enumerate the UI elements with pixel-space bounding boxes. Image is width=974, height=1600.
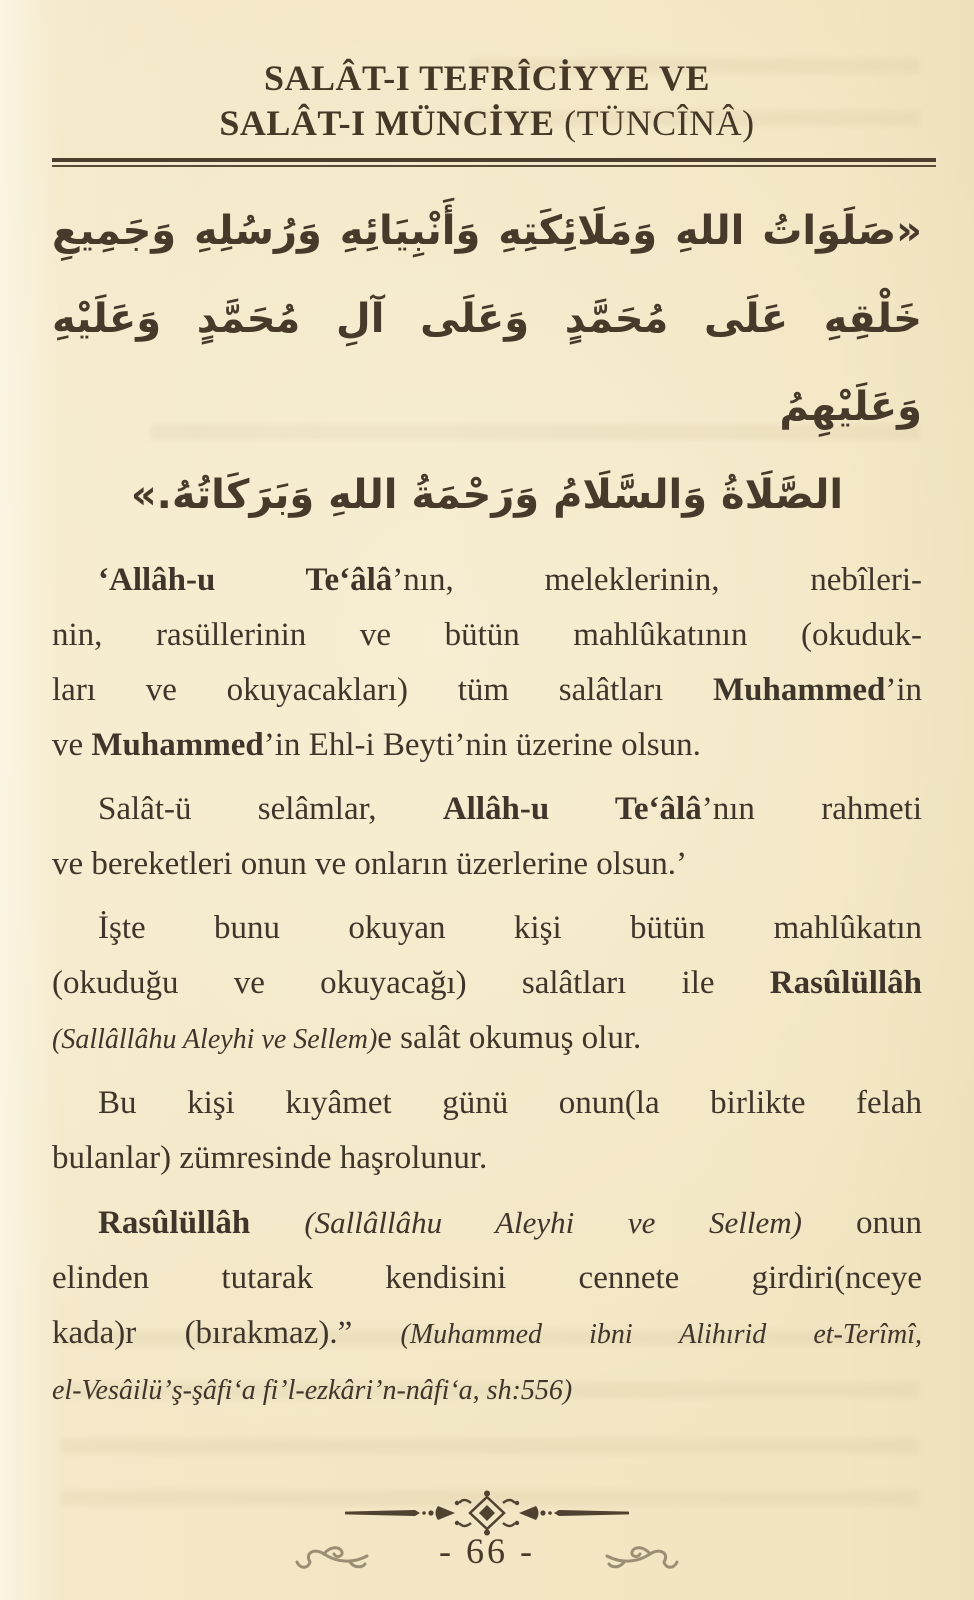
arabic-line: «صَلَوَاتُ اللهِ وَمَلَائِكَتِهِ وَأَنْبِيَائِهِ وَرُسُلِهِ وَجَمِيعِ (52, 208, 922, 254)
text-run: Rasûlüllâh (769, 965, 922, 1001)
page-footer (0, 1522, 974, 1586)
text-run: Muhammed (712, 672, 886, 708)
text-line (52, 553, 922, 608)
title-divider-rule (52, 158, 936, 167)
text-line (52, 608, 922, 663)
text-run: Muhammed (91, 727, 264, 763)
text-line (52, 1195, 922, 1251)
paragraph (52, 1076, 922, 1186)
text-run: İşte bunu okuyan kişi bütün mahlûkatın (98, 910, 922, 946)
text-run: ’nın, meleklerinin, nebîleri- (392, 562, 922, 598)
text-run: Rasûlüllâh (98, 1205, 305, 1241)
chapter-title-line-2 (52, 101, 922, 146)
text-run: Bu kişi kıyâmet günü onun(la birlikte felah (98, 1085, 922, 1121)
text-run: Salât-ü selâmlar, (98, 791, 443, 827)
text-run: elinden tutarak kendisini cennete girdiri(nceye (52, 1260, 922, 1296)
text-run: Allâh-u Te‘âlâ (442, 791, 702, 827)
paragraph (52, 1195, 922, 1418)
text-line (52, 718, 922, 773)
arabic-line: الصَّلَاةُ وَالسَّلَامُ وَرَحْمَةُ اللهِ وَبَرَكَاتُهُ.» (130, 472, 844, 518)
page-number: - 66 - (439, 1531, 535, 1571)
text-run: bulanlar) zümresinde haşrolunur. (52, 1140, 488, 1176)
paragraph (52, 901, 922, 1067)
text-line (52, 837, 922, 892)
text-line (52, 1251, 922, 1306)
body-paragraphs (52, 553, 922, 1418)
text-run: (Sallâllâhu Aleyhi ve Sellem) (52, 1024, 378, 1055)
text-run: (okuduğu ve okuyacağı) salâtları ile (52, 965, 770, 1001)
text-run: ‘Allâh-u Te‘âlâ (98, 562, 393, 598)
footer-flourish-right-icon (604, 1538, 680, 1580)
chapter-title (52, 56, 922, 146)
arabic-line: خَلْقِهِ عَلَى مُحَمَّدٍ وَعَلَى آلِ مُحَمَّدٍ وَعَلَيْهِ وَعَلَيْهِمُ (52, 296, 922, 430)
chapter-title-line-2-regular: (TÜNCÎNÂ) (554, 103, 755, 143)
text-run: ları ve okuyacakları) tüm salâtları (52, 672, 713, 708)
text-line (52, 663, 922, 718)
paragraph (52, 782, 922, 892)
text-run: ’in (885, 672, 922, 708)
chapter-title-line-1: SALÂT-I TEFRÎCİYYE VE (264, 58, 710, 98)
text-line (52, 1011, 922, 1067)
text-line (52, 1362, 922, 1418)
text-line (52, 1076, 922, 1131)
text-run: ve bereketleri onun ve onların üzerlerine olsun.’ (52, 846, 687, 882)
text-line (52, 1131, 922, 1186)
text-line (52, 782, 922, 837)
chapter-title-line-2-bold: SALÂT-I MÜNCİYE (219, 103, 555, 143)
arabic-prayer-text (52, 187, 922, 539)
text-line (52, 1306, 922, 1362)
text-run: onun (801, 1205, 922, 1241)
text-run: ’in Ehl-i Beyti’nin üzerine olsun. (263, 727, 701, 763)
text-run: el-Vesâilü’ş-şâfi‘a fi’l-ezkâri’n-nâfi‘a, sh:556) (52, 1375, 573, 1406)
text-run: (Muhammed ibni Alihırid et-Terîmî, (400, 1319, 922, 1350)
text-line (52, 956, 922, 1011)
text-run: ’nın rahmeti (701, 791, 922, 827)
text-run: e salât okumuş olur. (377, 1020, 642, 1056)
text-run: nin, rasüllerinin ve bütün mahlûkatının (okuduk- (52, 617, 922, 653)
text-run: ve (52, 727, 92, 763)
text-run: kada)r (bırakmaz).” (52, 1315, 401, 1351)
paragraph (52, 553, 922, 773)
text-run: (Sallâllâhu Aleyhi ve Sellem) (304, 1205, 802, 1240)
text-line (52, 901, 922, 956)
